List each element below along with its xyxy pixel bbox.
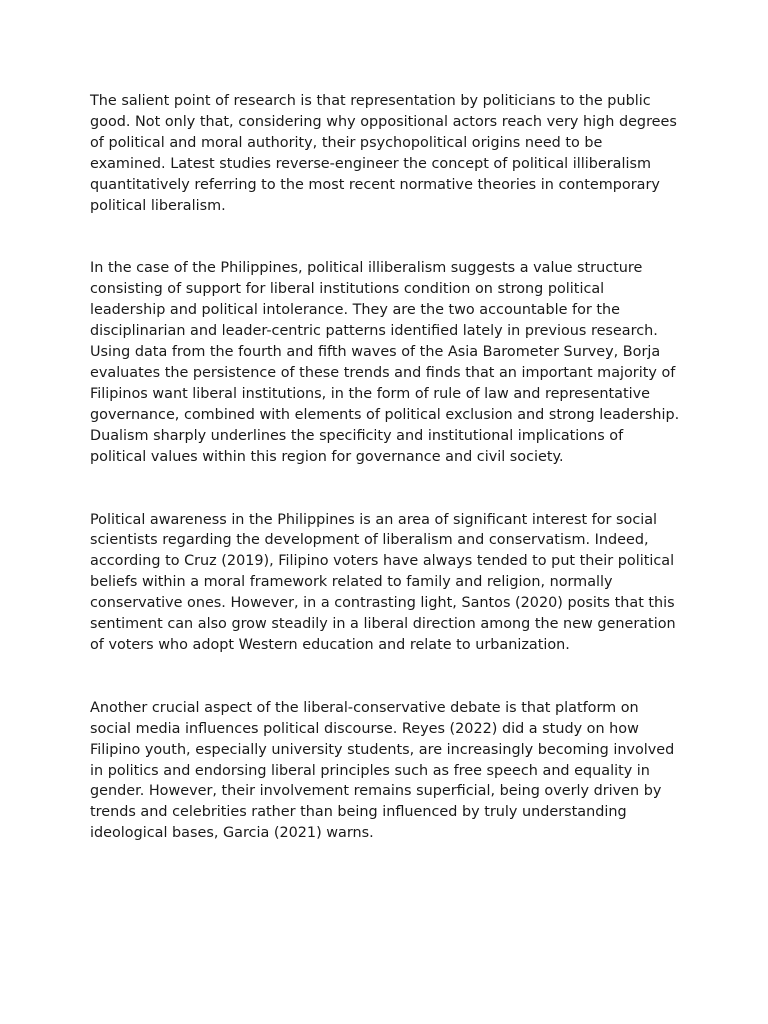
paragraph-3: Political awareness in the Philippines is an area of significant interest for social scientists regarding the development of liberalism and conservatism. Indeed, according to Cruz (2019), Filipino voters have always tended to put their political beliefs within a moral framework related to family and religion, normally conservative ones. However, in a contrasting light, Santos (2020) posits that this sentiment can also grow steadily in a liberal direction among the new generation of voters who adopt Western education and relate to urbanization. [90,511,676,653]
document-body [90,91,682,844]
paragraph-4: Another crucial aspect of the liberal-conservative debate is that platform on social media influences political discourse. Reyes (2022) did a study on how Filipino youth, especially university students, are increasingly becoming involved in politics and endorsing liberal principles such as free speech and equality in gender. However, their involvement remains superficial, being overly driven by trends and celebrities rather than being influenced by truly understanding ideological bases, Garcia (2021) warns. [90,699,675,842]
paragraph-2: In the case of the Philippines, political illiberalism suggests a value structure consisting of support for liberal institutions condition on strong political leadership and political intolerance. They are the two accountable for the disciplinarian and leader-centric patterns identified lately in previous research. Using data from the fourth and fifth waves of the Asia Barometer Survey, Borja evaluates the persistence of these trends and finds that an important majority of Filipinos want liberal institutions, in the form of rule of law and representative governance, combined with elements of political exclusion and strong leadership. Dualism sharply underlines the specificity and institutional implications of political values within this region for governance and civil society. [90,260,680,465]
paragraph-1: The salient point of research is that representation by politicians to the public good. Not only that, considering why oppositional actors reach very high degrees of political and moral authority, their psychopolitical origins need to be examined. Latest studies reverse-engineer the concept of political illiberalism quantitatively referring to the most recent normative theories in contemporary political liberalism. [90,93,677,214]
